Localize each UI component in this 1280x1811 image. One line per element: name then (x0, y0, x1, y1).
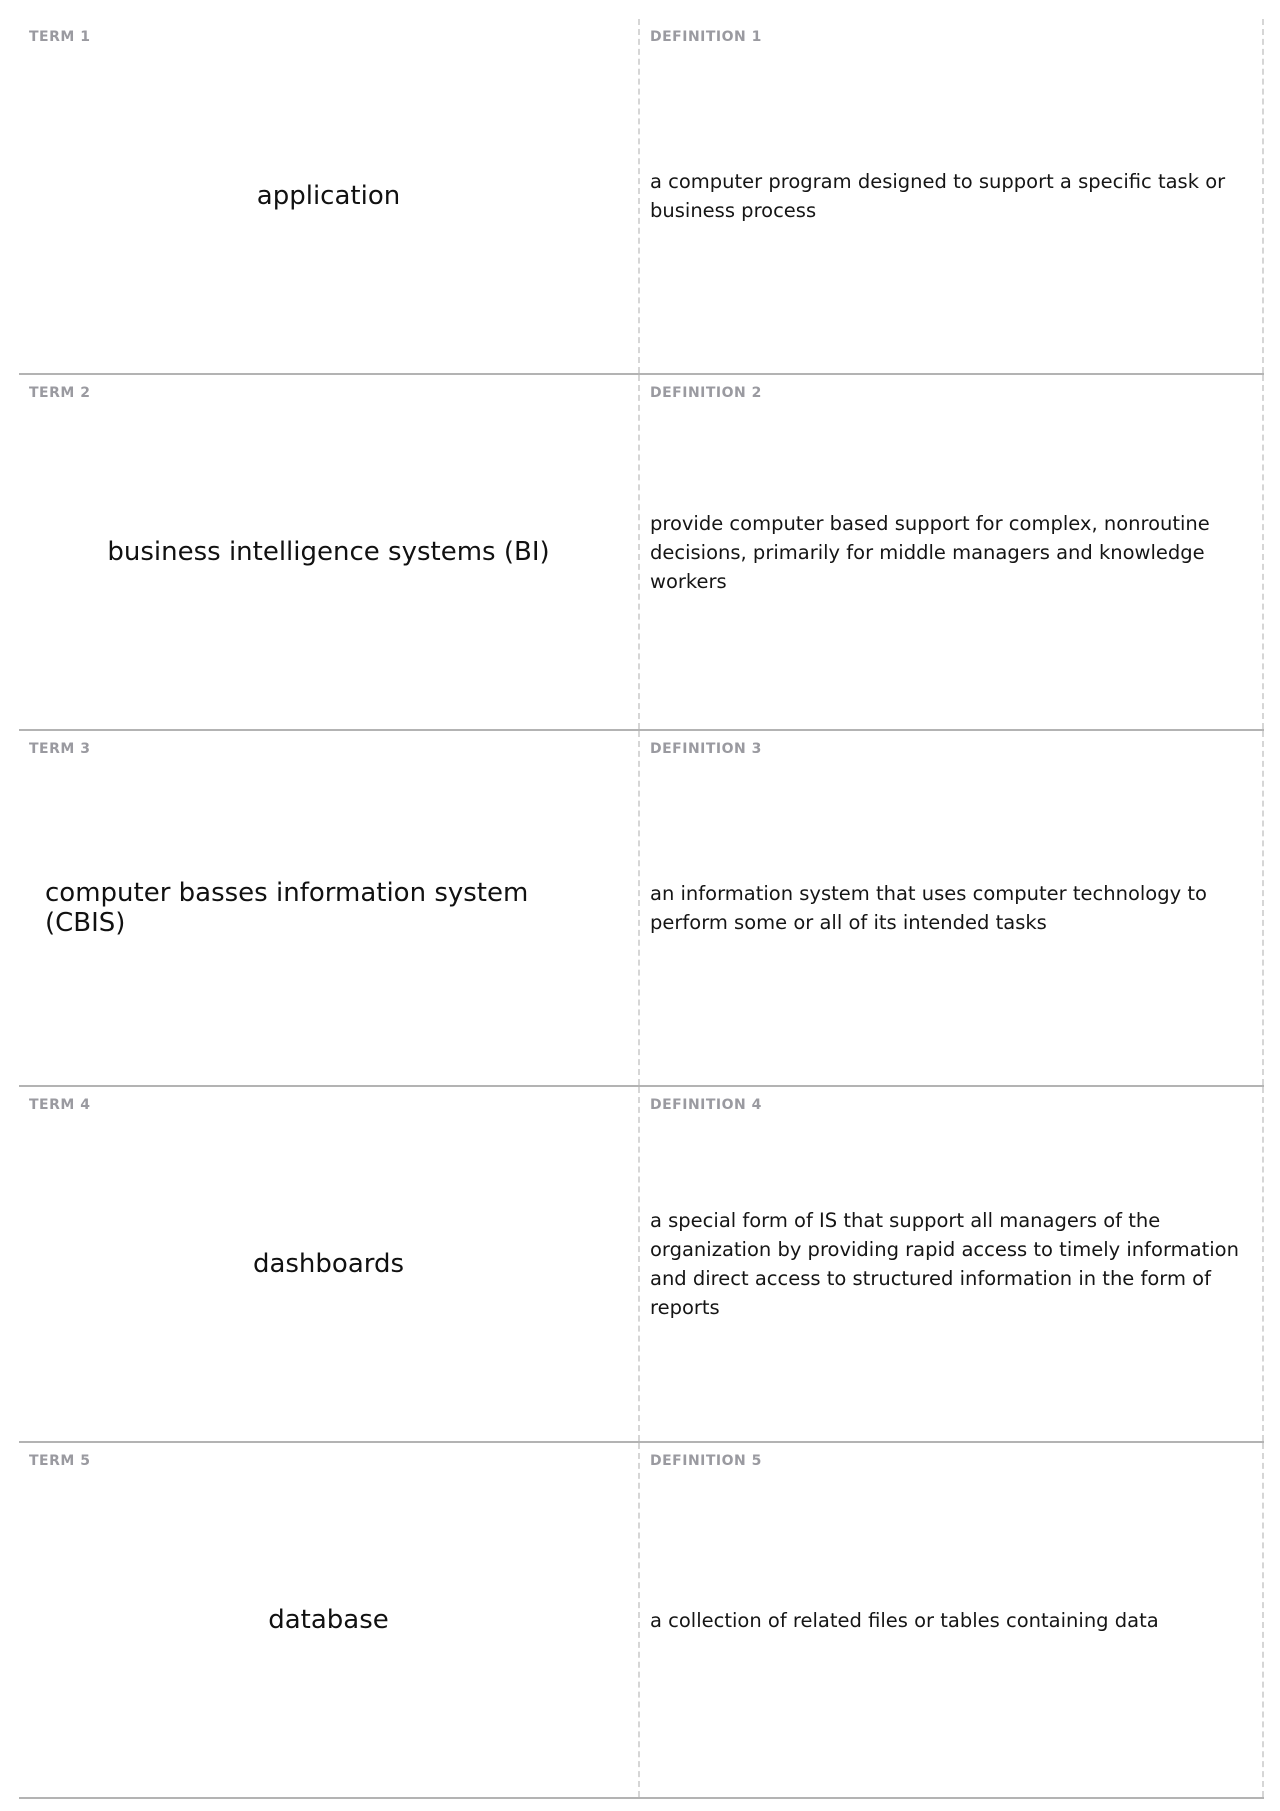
definition-label: DEFINITION 1 (650, 29, 762, 45)
definition-body: a special form of IS that support all managers of the organization by providing rapid access to timely information and direct access to structured information in the form of reports (650, 1209, 1239, 1319)
term-label: TERM 3 (29, 741, 91, 757)
definition-cell (640, 731, 1264, 1085)
definition-text (650, 19, 1244, 373)
term-cell (19, 375, 640, 729)
term-text: application (256, 181, 401, 211)
definition-body: a computer program designed to support a specific task or business process (650, 170, 1226, 222)
term-text: dashboards (252, 1249, 405, 1279)
definition-body: an information system that uses computer technology to perform some or all of its intended tasks (650, 882, 1207, 934)
definition-text (650, 1087, 1244, 1441)
term-label: TERM 5 (29, 1453, 91, 1469)
term-cell (19, 1443, 640, 1797)
term-text: computer basses information system (CBIS) (45, 878, 529, 938)
card-row (19, 731, 1264, 1087)
card-row (19, 1087, 1264, 1443)
definition-label: DEFINITION 5 (650, 1453, 762, 1469)
term-cell (19, 1087, 640, 1441)
definition-body: a collection of related files or tables containing data (650, 1608, 1159, 1632)
flashcard-sheet (19, 19, 1264, 1799)
definition-text (650, 731, 1244, 1085)
definition-text (650, 1443, 1244, 1797)
term-cell (19, 19, 640, 373)
definition-cell (640, 19, 1264, 373)
card-row (19, 1443, 1264, 1799)
term-label: TERM 4 (29, 1097, 91, 1113)
term-label: TERM 2 (29, 385, 91, 401)
definition-cell (640, 1087, 1264, 1441)
term-text: business intelligence systems (BI) (107, 537, 550, 567)
definition-body: provide computer based support for complex, nonroutine decisions, primarily for middle managers and knowledge workers (650, 511, 1210, 593)
definition-label: DEFINITION 2 (650, 385, 762, 401)
card-row (19, 375, 1264, 731)
term-text: database (268, 1605, 389, 1635)
definition-label: DEFINITION 4 (650, 1097, 762, 1113)
definition-text (650, 375, 1244, 729)
term-cell (19, 731, 640, 1085)
definition-cell (640, 1443, 1264, 1797)
term-label: TERM 1 (29, 29, 91, 45)
definition-label: DEFINITION 3 (650, 741, 762, 757)
definition-cell (640, 375, 1264, 729)
card-row (19, 19, 1264, 375)
